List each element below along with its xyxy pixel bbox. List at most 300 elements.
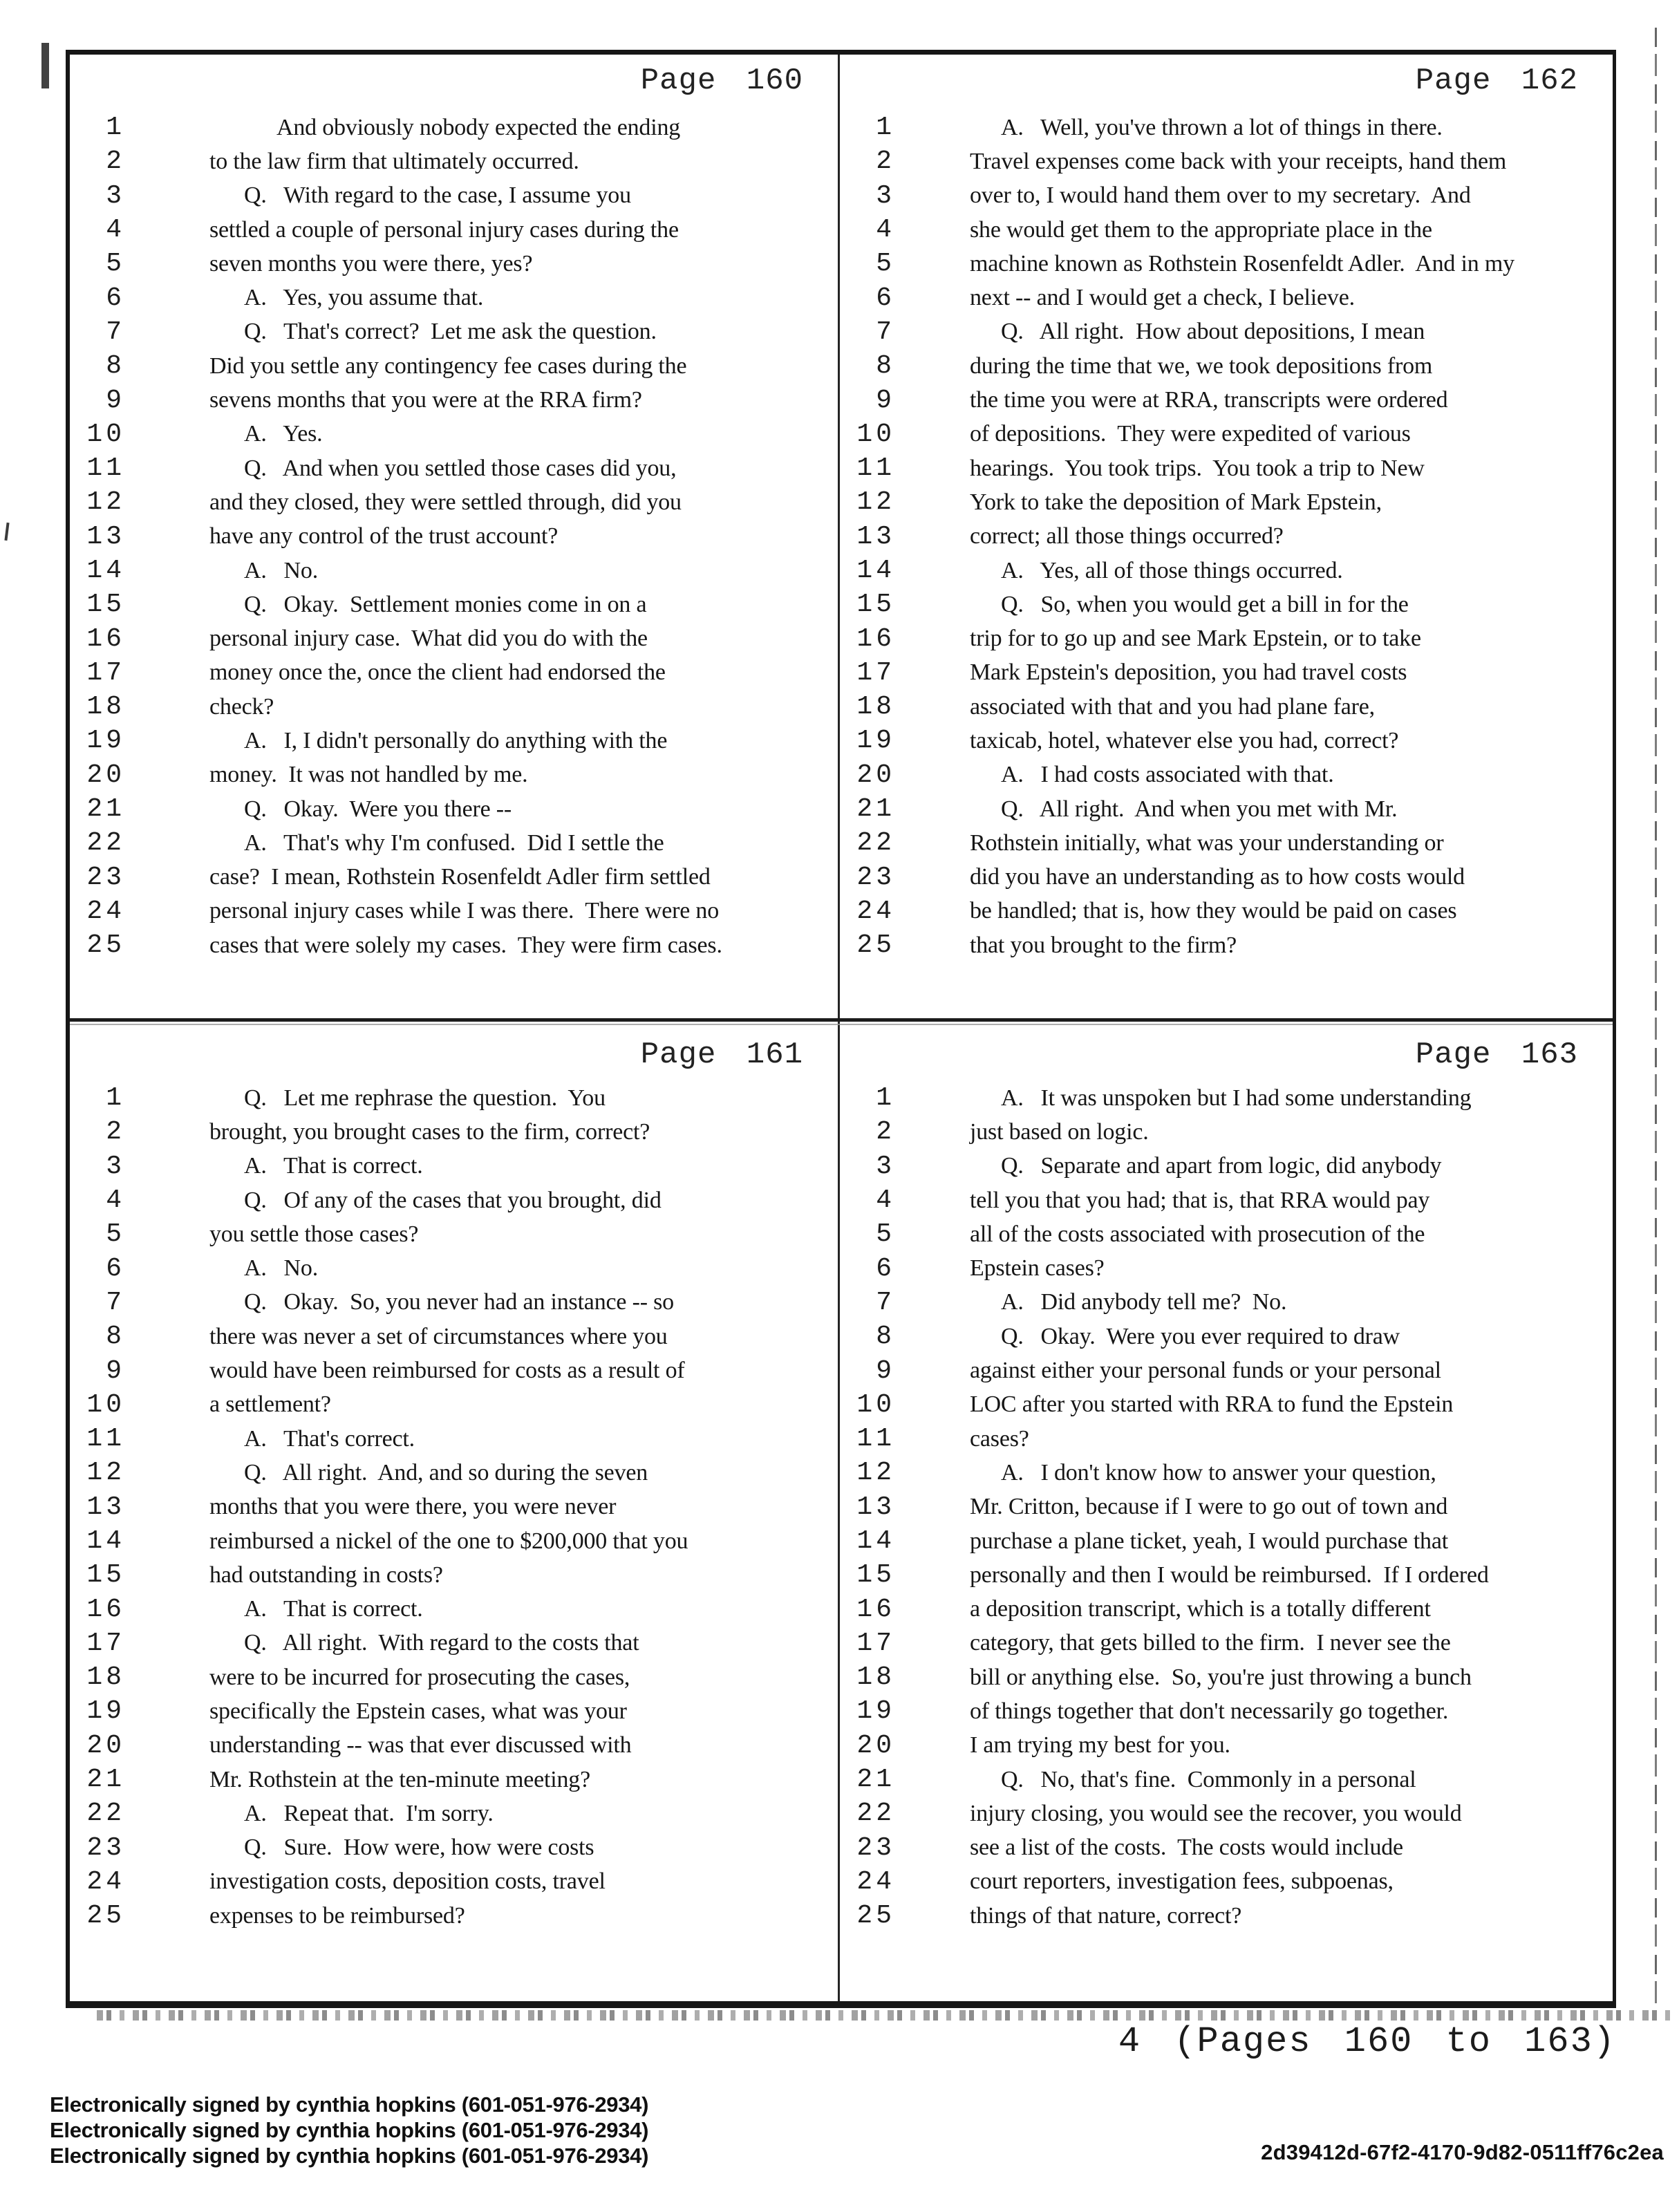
line-text: associated with that and you had plane fare,	[970, 693, 1375, 720]
line-number: 6	[106, 1253, 125, 1284]
line-text: A. No.	[244, 1255, 319, 1282]
line-text: Q. With regard to the case, I assume you	[244, 182, 631, 209]
page-header-161: Page 161	[640, 1038, 803, 1072]
line-text: A. Yes, all of those things occurred.	[1001, 557, 1343, 583]
transcript-line	[840, 1694, 1613, 1728]
line-number: 17	[856, 657, 895, 688]
line-number: 15	[86, 590, 125, 620]
transcript-line	[70, 1422, 838, 1456]
line-number: 24	[856, 896, 895, 926]
line-number: 15	[856, 590, 895, 620]
transcript-line	[840, 1627, 1613, 1660]
transcript-line	[70, 758, 838, 792]
line-number: 23	[856, 862, 895, 892]
line-number: 24	[86, 896, 125, 926]
line-number: 13	[856, 521, 895, 552]
line-number: 2	[876, 147, 895, 177]
line-text: investigation costs, deposition costs, travel	[209, 1868, 606, 1895]
transcript-line	[840, 144, 1613, 178]
transcript-line	[840, 826, 1613, 860]
transcript-line	[840, 928, 1613, 962]
line-number: 10	[856, 419, 895, 449]
line-text: court reporters, investigation fees, subpoenas,	[970, 1868, 1394, 1895]
line-number: 5	[106, 249, 125, 279]
scan-mark-left	[4, 523, 9, 541]
line-number: 23	[86, 1833, 125, 1863]
transcript-line	[70, 1524, 838, 1558]
line-text: settled a couple of personal injury cases during the	[209, 216, 679, 243]
signature-block	[50, 2092, 648, 2168]
line-number: 20	[856, 1730, 895, 1761]
transcript-line	[70, 588, 838, 621]
page-header-160: Page 160	[640, 64, 803, 98]
line-number: 17	[86, 657, 125, 688]
line-number: 16	[856, 1594, 895, 1624]
line-number: 24	[856, 1866, 895, 1897]
line-number: 12	[86, 487, 125, 518]
line-text: just based on logic.	[970, 1118, 1149, 1145]
line-number: 7	[106, 317, 125, 347]
transcript-line	[70, 792, 838, 826]
line-number: 4	[106, 1185, 125, 1216]
transcript-line	[840, 656, 1613, 690]
transcript-line	[840, 213, 1613, 247]
line-text: against either your personal funds or your personal	[970, 1358, 1441, 1384]
transcript-line	[840, 861, 1613, 894]
line-number: 22	[86, 828, 125, 859]
transcript-line	[840, 1115, 1613, 1149]
line-number: 6	[106, 283, 125, 313]
transcript-line	[70, 656, 838, 690]
transcript-line	[840, 1899, 1613, 1933]
transcript-line	[70, 179, 838, 213]
line-number: 8	[876, 351, 895, 382]
line-text: Did you settle any contingency fee cases during the	[209, 353, 687, 379]
transcript-line	[840, 1524, 1613, 1558]
line-text: Q. All right. And when you met with Mr.	[1001, 796, 1398, 822]
line-text: be handled; that is, how they would be paid on cases	[970, 898, 1457, 924]
line-number: 12	[86, 1458, 125, 1488]
line-number: 8	[876, 1322, 895, 1352]
transcript-line	[840, 1831, 1613, 1865]
transcript-line	[70, 1831, 838, 1865]
line-text: had outstanding in costs?	[209, 1562, 443, 1588]
line-number: 22	[856, 828, 895, 859]
line-number: 19	[856, 726, 895, 756]
transcript-line	[70, 1694, 838, 1728]
line-text: see a list of the costs. The costs would include	[970, 1835, 1403, 1861]
line-number: 12	[856, 1458, 895, 1488]
transcript-line	[70, 1899, 838, 1933]
scan-noise-band	[97, 2010, 1673, 2021]
line-text: A. I, I didn't personally do anything with the	[244, 727, 668, 753]
line-number: 20	[86, 1730, 125, 1761]
document-id: 2d39412d-67f2-4170-9d82-0511ff76c2ea	[1261, 2140, 1664, 2164]
line-text: hearings. You took trips. You took a trip to New	[970, 455, 1425, 481]
transcript-line	[840, 621, 1613, 655]
line-number: 15	[856, 1560, 895, 1591]
row-divider-shadow	[70, 1024, 1613, 1025]
line-number: 16	[86, 1594, 125, 1624]
line-number: 21	[86, 1765, 125, 1795]
transcript-line	[840, 1558, 1613, 1592]
transcript-line	[840, 281, 1613, 315]
page-header-162: Page 162	[1415, 64, 1578, 98]
line-number: 17	[856, 1628, 895, 1658]
transcript-line	[840, 758, 1613, 792]
line-number: 10	[86, 1389, 125, 1420]
line-number: 25	[856, 1901, 895, 1931]
transcript-line	[70, 1320, 838, 1353]
line-number: 14	[856, 556, 895, 585]
row-divider	[70, 1018, 1613, 1022]
line-number: 20	[86, 760, 125, 790]
line-number: 21	[86, 794, 125, 825]
transcript-line	[840, 520, 1613, 554]
line-text: injury closing, you would see the recover, you would	[970, 1800, 1462, 1826]
line-number: 9	[106, 385, 125, 415]
line-text: cases that were solely my cases. They were firm cases.	[209, 932, 722, 958]
line-number: 3	[106, 1151, 125, 1181]
transcript-line	[840, 179, 1613, 213]
line-text: sevens months that you were at the RRA firm?	[209, 387, 642, 413]
transcript-line	[840, 1320, 1613, 1353]
line-text: Q. No, that's fine. Commonly in a personal	[1001, 1766, 1416, 1792]
transcript-line	[840, 1217, 1613, 1251]
line-text: of things together that don't necessarily go together.	[970, 1698, 1449, 1724]
transcript-line	[840, 383, 1613, 417]
transcript-line	[840, 247, 1613, 281]
line-text: she would get them to the appropriate place in the	[970, 216, 1432, 243]
line-text: trip for to go up and see Mark Epstein, or to take	[970, 626, 1421, 652]
line-text: all of the costs associated with prosecution of the	[970, 1221, 1425, 1247]
line-text: bill or anything else. So, you're just throwing a bunch	[970, 1664, 1472, 1690]
transcript-line	[840, 349, 1613, 383]
transcript-line	[70, 1353, 838, 1387]
line-number: 24	[86, 1866, 125, 1897]
transcript-line	[70, 1660, 838, 1694]
transcript-line	[70, 213, 838, 247]
line-text: And obviously nobody expected the ending	[276, 114, 681, 140]
line-text: Mr. Critton, because if I were to go out of town and	[970, 1494, 1448, 1520]
line-text: A. That's why I'm confused. Did I settle the	[244, 830, 664, 856]
line-text: of depositions. They were expedited of various	[970, 421, 1411, 447]
line-text: Q. Okay. Were you ever required to draw	[1001, 1323, 1400, 1349]
line-text: things of that nature, correct?	[970, 1902, 1242, 1929]
line-text: Q. All right. With regard to the costs that	[244, 1630, 639, 1656]
line-number: 25	[856, 930, 895, 961]
line-text: category, that gets billed to the firm. I never see the	[970, 1630, 1451, 1656]
line-number: 11	[856, 453, 895, 484]
line-number: 25	[86, 930, 125, 961]
line-text: specifically the Epstein cases, what was your	[209, 1698, 627, 1724]
line-number: 8	[106, 1322, 125, 1352]
line-number: 13	[86, 1492, 125, 1522]
transcript-line	[840, 451, 1613, 485]
line-text: Mr. Rothstein at the ten-minute meeting?	[209, 1766, 590, 1792]
line-text: A. It was unspoken but I had some understanding	[1001, 1085, 1472, 1111]
transcript-line	[70, 111, 838, 144]
line-number: 10	[86, 419, 125, 449]
line-number: 6	[876, 1253, 895, 1284]
transcript-line	[840, 894, 1613, 928]
transcript-line	[70, 1388, 838, 1422]
line-text: Q. Okay. So, you never had an instance -- so	[244, 1289, 674, 1315]
line-number: 4	[876, 1185, 895, 1216]
line-text: A. Repeat that. I'm sorry.	[244, 1800, 494, 1826]
line-text: LOC after you started with RRA to fund the Epstein	[970, 1391, 1454, 1418]
transcript-line	[70, 861, 838, 894]
line-text: machine known as Rothstein Rosenfeldt Adler. And in my	[970, 250, 1514, 276]
transcript-line	[840, 1763, 1613, 1797]
line-text: A. Well, you've thrown a lot of things in there.	[1001, 114, 1443, 140]
line-number: 9	[106, 1356, 125, 1386]
line-text: Q. All right. And, and so during the seven	[244, 1459, 648, 1485]
transcript-line	[840, 792, 1613, 826]
transcript-line	[70, 451, 838, 485]
line-number: 2	[106, 147, 125, 177]
line-number: 1	[106, 113, 125, 143]
line-number: 21	[856, 1765, 895, 1795]
line-number: 1	[106, 1083, 125, 1114]
line-text: next -- and I would get a check, I believe.	[970, 285, 1355, 311]
line-number: 17	[86, 1628, 125, 1658]
line-number: 8	[106, 351, 125, 382]
line-number: 15	[86, 1560, 125, 1591]
transcript-lines-161	[70, 1081, 838, 1933]
line-number: 11	[856, 1424, 895, 1454]
line-number: 4	[106, 215, 125, 245]
line-text: over to, I would hand them over to my secretary. And	[970, 182, 1471, 209]
line-text: Q. And when you settled those cases did you,	[244, 455, 677, 481]
line-text: York to take the deposition of Mark Epstein,	[970, 489, 1382, 515]
transcript-line	[840, 1490, 1613, 1524]
transcript-line	[70, 1150, 838, 1183]
signature-line: Electronically signed by cynthia hopkins (601-051-976-2934)	[50, 2092, 649, 2117]
line-text: personal injury cases while I was there. There were no	[209, 898, 720, 924]
line-text: case? I mean, Rothstein Rosenfeldt Adler firm settled	[209, 864, 711, 890]
line-number: 13	[856, 1492, 895, 1522]
line-number: 3	[876, 1151, 895, 1181]
line-number: 11	[86, 1424, 125, 1454]
line-text: personal injury case. What did you do with the	[209, 626, 648, 652]
line-text: during the time that we, we took depositions from	[970, 353, 1433, 379]
transcript-line	[70, 1251, 838, 1285]
line-text: tell you that you had; that is, that RRA would pay	[970, 1187, 1430, 1213]
line-text: have any control of the trust account?	[209, 523, 559, 550]
transcript-grid	[66, 50, 1616, 2008]
line-text: A. That is correct.	[244, 1596, 423, 1622]
line-text: Q. Of any of the cases that you brought, did	[244, 1187, 662, 1213]
line-number: 20	[856, 760, 895, 790]
line-text: Q. So, when you would get a bill in for the	[1001, 591, 1409, 617]
transcript-line	[70, 1797, 838, 1830]
transcript-line	[70, 621, 838, 655]
transcript-line	[840, 315, 1613, 349]
line-number: 5	[876, 249, 895, 279]
transcript-line	[70, 349, 838, 383]
transcript-line	[840, 1865, 1613, 1899]
line-text: Rothstein initially, what was your understanding or	[970, 830, 1444, 856]
line-number: 3	[876, 180, 895, 211]
signature-line: Electronically signed by cynthia hopkins (601-051-976-2934)	[50, 2144, 649, 2168]
line-text: Mark Epstein's deposition, you had travel costs	[970, 659, 1407, 686]
line-text: expenses to be reimbursed?	[209, 1902, 465, 1929]
line-text: that you brought to the firm?	[970, 932, 1237, 958]
transcript-line	[70, 1490, 838, 1524]
line-number: 18	[856, 1662, 895, 1693]
line-text: brought, you brought cases to the firm, correct?	[209, 1118, 650, 1145]
page-162	[840, 55, 1613, 1018]
line-number: 11	[86, 453, 125, 484]
line-text: personally and then I would be reimbursed. If I ordered	[970, 1562, 1489, 1588]
line-text: seven months you were there, yes?	[209, 250, 533, 276]
line-number: 5	[876, 1219, 895, 1250]
transcript-line	[70, 281, 838, 315]
line-text: Q. Let me rephrase the question. You	[244, 1085, 606, 1111]
line-number: 25	[86, 1901, 125, 1931]
transcript-line	[840, 1797, 1613, 1830]
line-text: Q. That's correct? Let me ask the question.	[244, 319, 657, 345]
transcript-line	[840, 1353, 1613, 1387]
line-text: money. It was not handled by me.	[209, 762, 528, 788]
line-text: would have been reimbursed for costs as a result of	[209, 1358, 685, 1384]
transcript-line	[70, 894, 838, 928]
line-number: 5	[106, 1219, 125, 1250]
transcript-line	[70, 1115, 838, 1149]
transcript-line	[840, 724, 1613, 758]
line-text: months that you were there, you were never	[209, 1494, 617, 1520]
line-text: reimbursed a nickel of the one to $200,000 that you	[209, 1528, 688, 1554]
line-text: I am trying my best for you.	[970, 1732, 1230, 1759]
line-number: 23	[856, 1833, 895, 1863]
line-number: 2	[106, 1117, 125, 1147]
transcript-line	[70, 520, 838, 554]
line-number: 1	[876, 1083, 895, 1114]
page-163	[840, 1027, 1613, 2001]
line-text: A. That's correct.	[244, 1425, 415, 1452]
line-text: correct; all those things occurred?	[970, 523, 1284, 550]
line-number: 18	[856, 692, 895, 722]
transcript-line	[840, 1660, 1613, 1694]
transcript-line	[840, 418, 1613, 451]
transcript-line	[70, 485, 838, 519]
line-text: Q. Sure. How were, how were costs	[244, 1835, 594, 1861]
transcript-line	[70, 1592, 838, 1626]
line-number: 19	[856, 1696, 895, 1727]
transcript-line	[70, 418, 838, 451]
page-count-label: 4 (Pages 160 to 163)	[1118, 2021, 1616, 2062]
transcript-line	[70, 1729, 838, 1763]
page-160	[70, 55, 838, 1018]
line-text: A. Yes.	[244, 421, 323, 447]
transcript-line	[70, 1081, 838, 1115]
transcript-line	[70, 928, 838, 962]
line-number: 16	[856, 624, 895, 654]
transcript-lines-163	[840, 1081, 1613, 1933]
transcript-line	[70, 1217, 838, 1251]
line-text: to the law firm that ultimately occurred.	[209, 148, 579, 174]
transcript-line	[70, 247, 838, 281]
page-161	[70, 1027, 838, 2001]
scan-smudge	[41, 43, 49, 88]
transcript-line	[840, 1150, 1613, 1183]
line-number: 22	[856, 1799, 895, 1829]
transcript-line	[840, 1251, 1613, 1285]
line-number: 22	[86, 1799, 125, 1829]
line-number: 4	[876, 215, 895, 245]
transcript-line	[70, 1558, 838, 1592]
line-text: A. No.	[244, 557, 319, 583]
transcript-line	[840, 1286, 1613, 1320]
line-number: 18	[86, 1662, 125, 1693]
line-text: purchase a plane ticket, yeah, I would purchase that	[970, 1528, 1448, 1554]
transcript-line	[70, 690, 838, 724]
transcript-line	[70, 383, 838, 417]
line-text: Q. Separate and apart from logic, did anybody	[1001, 1153, 1442, 1179]
line-number: 18	[86, 692, 125, 722]
transcript-line	[70, 1763, 838, 1797]
line-number: 19	[86, 726, 125, 756]
transcript-line	[840, 1592, 1613, 1626]
line-number: 1	[876, 113, 895, 143]
transcript-line	[70, 1456, 838, 1490]
transcript-line	[70, 724, 838, 758]
line-text: you settle those cases?	[209, 1221, 419, 1247]
line-number: 3	[106, 180, 125, 211]
line-text: a settlement?	[209, 1391, 331, 1418]
line-text: A. I had costs associated with that.	[1001, 762, 1334, 788]
line-number: 21	[856, 794, 895, 825]
transcript-line	[840, 690, 1613, 724]
transcript-line	[840, 1456, 1613, 1490]
line-number: 19	[86, 1696, 125, 1727]
transcript-line	[840, 111, 1613, 144]
line-number: 16	[86, 624, 125, 654]
transcript-line	[840, 554, 1613, 588]
line-text: money once the, once the client had endorsed the	[209, 659, 666, 686]
page-header-163: Page 163	[1415, 1038, 1578, 1072]
line-text: A. I don't know how to answer your question,	[1001, 1459, 1436, 1485]
line-number: 14	[856, 1526, 895, 1556]
line-number: 12	[856, 487, 895, 518]
transcript-line	[840, 588, 1613, 621]
transcript-lines-162	[840, 111, 1613, 962]
signature-line: Electronically signed by cynthia hopkins (601-051-976-2934)	[50, 2118, 649, 2142]
scan-artifact-line	[1655, 28, 1657, 2012]
line-number: 10	[856, 1389, 895, 1420]
line-text: A. Yes, you assume that.	[244, 285, 484, 311]
transcript-line	[840, 1388, 1613, 1422]
line-text: the time you were at RRA, transcripts were ordered	[970, 387, 1448, 413]
line-text: Q. Okay. Settlement monies come in on a	[244, 591, 647, 617]
line-number: 13	[86, 521, 125, 552]
line-number: 23	[86, 862, 125, 892]
line-text: Travel expenses come back with your receipts, hand them	[970, 148, 1507, 174]
transcript-line	[840, 485, 1613, 519]
line-number: 14	[86, 556, 125, 585]
line-text: understanding -- was that ever discussed with	[209, 1732, 632, 1759]
line-text: there was never a set of circumstances where you	[209, 1323, 668, 1349]
transcript-lines-160	[70, 111, 838, 962]
transcript-line	[70, 1183, 838, 1217]
transcript-line	[70, 1627, 838, 1660]
line-text: taxicab, hotel, whatever else you had, correct?	[970, 727, 1399, 753]
line-number: 6	[876, 283, 895, 313]
transcript-line	[840, 1422, 1613, 1456]
line-text: Epstein cases?	[970, 1255, 1105, 1282]
transcript-line	[70, 315, 838, 349]
